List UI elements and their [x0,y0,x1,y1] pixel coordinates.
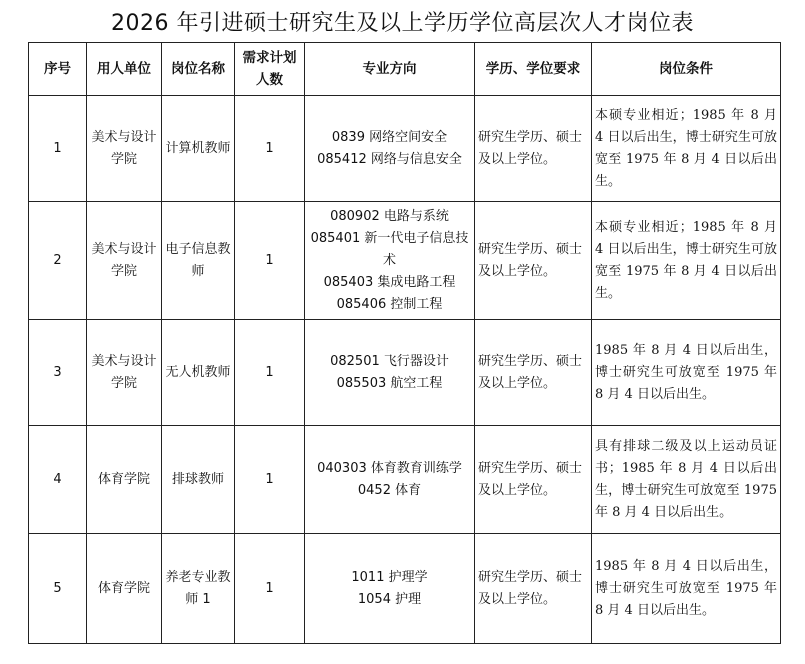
table-row [29,96,781,202]
row-no: 5 [29,534,87,644]
major-item: 085406 控制工程 [336,296,443,312]
row-degree: 研究生学历、硕士及以上学位。 [475,534,592,644]
row-count: 1 [235,202,305,320]
row-majors [305,96,475,202]
row-post: 电子信息教师 [162,202,235,320]
header-unit: 用人单位 [87,43,162,96]
row-no: 4 [29,426,87,534]
row-post: 计算机教师 [162,96,235,202]
row-post: 排球教师 [162,426,235,534]
major-item: 1054 护理 [357,591,422,607]
row-unit: 美术与设计学院 [87,320,162,426]
row-condition: 1985 年 8 月 4 日以后出生，博士研究生可放宽至 1975 年 8 月 4 日以后出生。 [592,534,781,644]
row-degree: 研究生学历、硕士及以上学位。 [475,202,592,320]
page-title: 2026 年引进硕士研究生及以上学历学位高层次人才岗位表 [111,11,694,36]
row-majors [305,426,475,534]
header-count: 需求计划人数 [235,43,305,96]
header-row [29,43,781,96]
row-condition: 具有排球二级及以上运动员证书；1985 年 8 月 4 日以后出生，博士研究生可放宽至 1975 年 8 月 4 日以后出生。 [592,426,781,534]
positions-table [28,42,781,644]
row-no: 3 [29,320,87,426]
major-item: 0452 体育 [357,482,422,498]
header-post: 岗位名称 [162,43,235,96]
row-no: 1 [29,96,87,202]
row-degree: 研究生学历、硕士及以上学位。 [475,426,592,534]
row-condition: 本硕专业相近；1985 年 8 月 4 日以后出生，博士研究生可放宽至 1975 年 8 月 4 日以后出生。 [592,96,781,202]
major-item: 080902 电路与系统 [330,208,449,224]
table-row [29,202,781,320]
row-unit: 体育学院 [87,534,162,644]
table-row [29,320,781,426]
row-unit: 美术与设计学院 [87,202,162,320]
row-post: 无人机教师 [162,320,235,426]
row-count: 1 [235,96,305,202]
row-count: 1 [235,320,305,426]
table-row [29,426,781,534]
row-count: 1 [235,534,305,644]
major-item: 082501 飞行器设计 [330,353,449,369]
major-item: 040303 体育教育训练学 [317,460,462,476]
header-degree: 学历、学位要求 [475,43,592,96]
row-majors [305,534,475,644]
row-majors [305,320,475,426]
major-item: 085503 航空工程 [336,375,443,391]
header-majors: 专业方向 [305,43,475,96]
row-degree: 研究生学历、硕士及以上学位。 [475,96,592,202]
header-condition: 岗位条件 [592,43,781,96]
row-post: 养老专业教师 1 [162,534,235,644]
row-condition: 本硕专业相近；1985 年 8 月 4 日以后出生，博士研究生可放宽至 1975 年 8 月 4 日以后出生。 [592,202,781,320]
row-no: 2 [29,202,87,320]
row-condition: 1985 年 8 月 4 日以后出生，博士研究生可放宽至 1975 年 8 月 4 日以后出生。 [592,320,781,426]
row-count: 1 [235,426,305,534]
row-majors [305,202,475,320]
major-item: 085401 新一代电子信息技术 [310,230,469,268]
major-item: 085412 网络与信息安全 [317,151,462,167]
major-item: 0839 网络空间安全 [331,129,448,145]
header-no: 序号 [29,43,87,96]
table-row [29,534,781,644]
row-unit: 体育学院 [87,426,162,534]
major-item: 085403 集成电路工程 [323,274,456,290]
row-unit: 美术与设计学院 [87,96,162,202]
row-degree: 研究生学历、硕士及以上学位。 [475,320,592,426]
major-item: 1011 护理学 [351,569,428,585]
